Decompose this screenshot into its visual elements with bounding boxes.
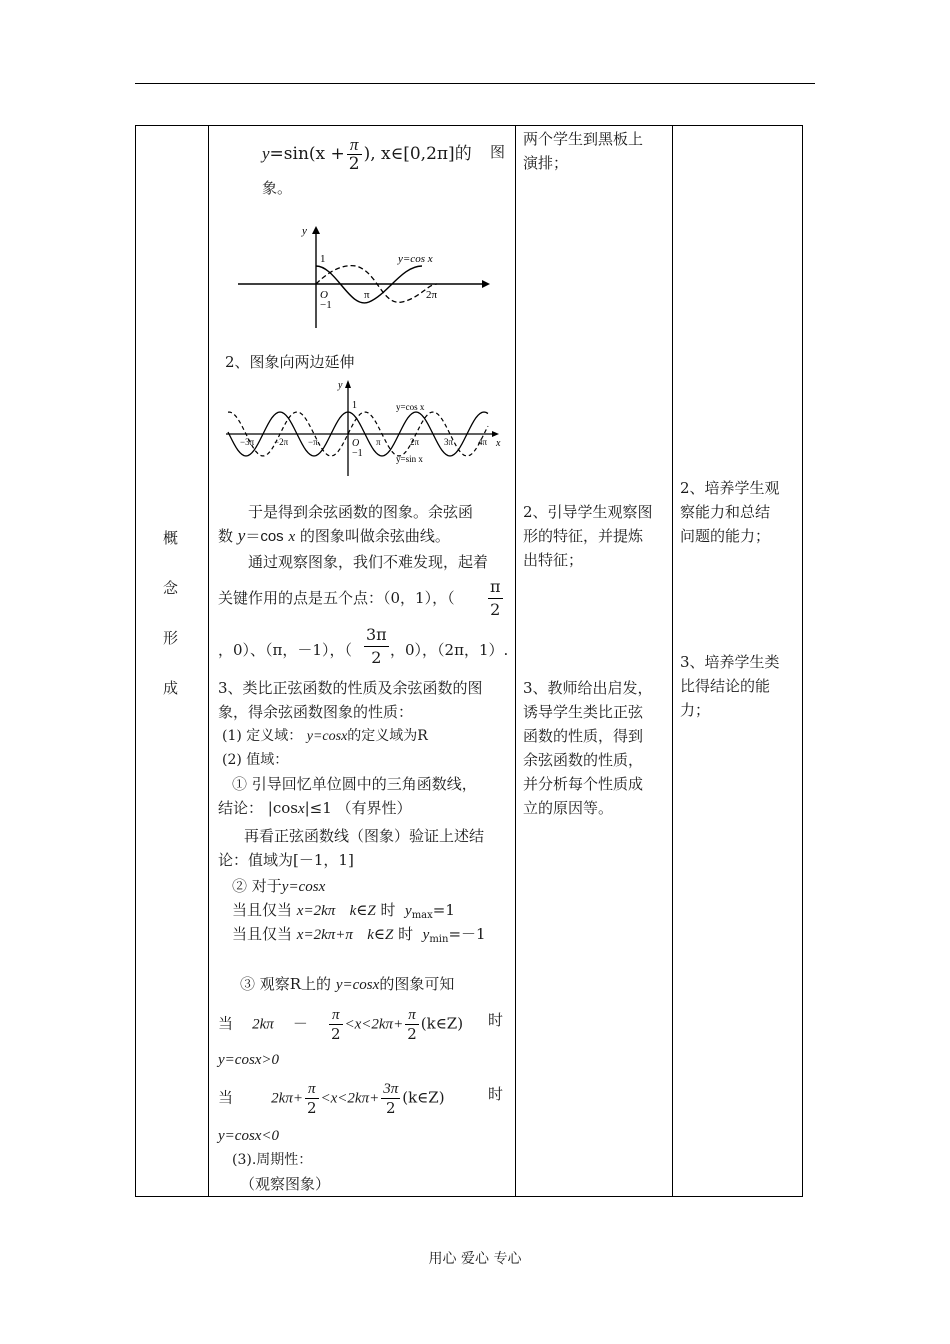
negative-interval-time: 时 <box>488 1085 504 1103</box>
y-axis-arrow <box>312 226 320 234</box>
two-pi-label: 2π <box>426 289 438 301</box>
negative-interval: 当 2kπ+ $\frac{\pi}{2}$ <x<2kπ+ $\frac{3\pi}{2}$ (k∈Z) <box>218 1081 445 1117</box>
intent-line: 2、培养学生观 <box>680 479 780 497</box>
x-axis-arrow <box>482 280 490 288</box>
stage-char: 概 <box>163 529 179 547</box>
activity-line: 并分析每个性质成 <box>523 775 644 793</box>
intent-line: 问题的能力； <box>680 527 771 545</box>
origin-label: O <box>320 289 328 301</box>
svg-text:1: 1 <box>352 400 357 411</box>
activity-line: 诱导学生类比正弦 <box>523 703 644 721</box>
eq-lhs: y <box>262 144 270 163</box>
observe-line: ③ 观察R上的 y=cosx的图象可知 <box>240 975 455 993</box>
point-fraction: $\frac{\pi}{2}$ <box>490 577 501 619</box>
tick-label: −2π <box>274 437 289 447</box>
svg-text:y: y <box>338 380 343 391</box>
teacher-activity-column <box>515 125 673 1197</box>
activity-line: 3、教师给出启发， <box>523 679 653 697</box>
para-line: 于是得到余弦函数的图象。余弦函 <box>248 503 474 521</box>
minus-one-label: −1 <box>320 299 332 311</box>
y-label: y <box>302 225 307 237</box>
pi-label: π <box>364 289 370 301</box>
activity-line: 2、引导学生观察图 <box>523 503 653 521</box>
tick-label: 3π <box>444 437 454 447</box>
positive-interval: 当 2kπ － $\frac{\pi}{2}$ <x<2kπ+ $\frac{\pi}{2}$ (k∈Z) <box>218 1007 464 1043</box>
period-note: （观察图象） <box>240 1175 331 1193</box>
section-three: 象，得余弦函数图象的性质： <box>218 703 414 721</box>
activity-line: 形的特征，并提炼 <box>523 527 644 545</box>
para-line: 通过观察图象，我们不难发现，起着 <box>248 553 489 571</box>
activity-line: 函数的性质，得到 <box>523 727 644 745</box>
negative-result: y=cosx<0 <box>218 1128 280 1144</box>
cos-label: y=cos x <box>398 253 433 265</box>
activity-line: 余弦函数的性质， <box>523 751 644 769</box>
positive-result: y=cosx>0 <box>218 1052 280 1068</box>
para-line: ，0），（2π，1）. <box>390 641 509 659</box>
eq-continuation: 象。 <box>262 179 293 197</box>
svg-text:−1: −1 <box>352 448 363 459</box>
stage-char: 形 <box>163 629 179 647</box>
page-footer: 用心 爱心 专心 <box>428 1251 522 1267</box>
eq-rest: ), x∈[0,2π]的 <box>363 144 472 164</box>
range-line: 再看正弦函数线（图象）验证上述结 <box>244 827 485 845</box>
intent-line: 3、培养学生类 <box>680 653 780 671</box>
tick-label: −π <box>308 437 318 447</box>
activity-line: 演排； <box>523 154 569 172</box>
eq-text: =sin(x + <box>269 144 345 164</box>
min-line: 当且仅当 x=2kπ+π k∈Z 时 $y_{min}=-1$ <box>232 925 486 945</box>
stage-char: 念 <box>163 579 179 597</box>
step-two-label: 2、图象向两边延伸 <box>225 353 355 371</box>
eq-trail: 图 <box>490 143 506 161</box>
tick-label: −3π <box>240 437 255 447</box>
point-fraction: $\frac{3\pi}{2}$ <box>366 625 387 667</box>
range-line: ② 对于y=cosx <box>232 877 326 895</box>
domain-line: (1) 定义域： y=cosx的定义域为R <box>222 728 428 744</box>
activity-line: 出特征； <box>523 551 584 569</box>
activity-line: 立的原因等。 <box>523 799 614 817</box>
range-line: ① 引导回忆单位圆中的三角函数线， <box>232 775 477 793</box>
para-line: 数 y＝cos x 的图象叫做余弦曲线。 <box>218 526 450 545</box>
equation-line <box>262 136 472 173</box>
max-line: 当且仅当 x=2kπ k∈Z 时 $y_{max}=1$ <box>232 901 455 921</box>
para-line: 关键作用的点是五个点：（0，1），（ <box>218 589 455 607</box>
intent-line: 力； <box>680 701 711 719</box>
cosine-graph-one-period <box>232 222 492 334</box>
para-line: ，0）、（π，－1），（ <box>218 641 352 659</box>
activity-line: 两个学生到黑板上 <box>523 130 644 148</box>
intent-line: 比得结论的能 <box>680 677 771 695</box>
tick-label: π <box>376 437 381 447</box>
svg-text:x: x <box>496 438 501 449</box>
svg-text:y=sin x: y=sin x <box>396 454 423 464</box>
stage-column <box>135 125 209 1197</box>
tick-label: 4π <box>478 437 488 447</box>
header-rule <box>135 83 815 84</box>
range-heading: (2) 值域： <box>222 752 289 768</box>
stage-char: 成 <box>163 679 179 697</box>
period-heading: (3).周期性： <box>232 1152 313 1168</box>
eq-fraction: $\frac{\pi}{2}$ <box>348 135 360 174</box>
range-line: 结论： |cosx|≤1 （有界性） <box>218 799 412 817</box>
positive-interval-time: 时 <box>488 1011 504 1029</box>
intent-line: 察能力和总结 <box>680 503 771 521</box>
svg-text:y=cos x: y=cos x <box>396 402 425 412</box>
section-three: 3、类比正弦函数的性质及余弦函数的图 <box>218 679 483 697</box>
range-line: 论：值域为[－1，1] <box>218 851 354 869</box>
svg-text:O: O <box>352 438 360 449</box>
tick-label: 2π <box>410 437 420 447</box>
one-label: 1 <box>320 253 326 265</box>
cosine-graph-extended <box>222 376 504 480</box>
